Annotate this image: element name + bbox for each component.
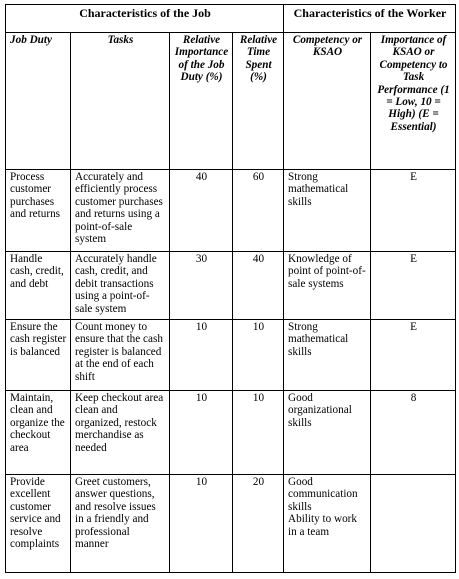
tasks-cell: Accurately and efficiently process customer purchases and returns using a point-of-sale system	[71, 170, 170, 252]
rating-cell	[371, 475, 456, 573]
job-duty-cell: Handle cash, credit, and debt	[6, 252, 71, 320]
time-cell: 40	[233, 252, 284, 320]
relative-time-header: Relative Time Spent (%)	[233, 33, 284, 170]
job-characteristics-header: Characteristics of the Job	[6, 5, 284, 33]
job-duty-cell: Ensure the cash register is balanced	[6, 320, 71, 391]
competency-text: Ability to work in a team	[288, 513, 358, 538]
job-analysis-table	[5, 4, 456, 573]
table-row	[6, 391, 456, 475]
worker-characteristics-header: Characteristics of the Worker	[284, 5, 456, 33]
table-row	[6, 320, 456, 391]
competency-text: Good organizational skills	[288, 392, 352, 429]
rating-cell: E	[371, 320, 456, 391]
tasks-cell: Count money to ensure that the cash register is balanced at the end of each shift	[71, 320, 170, 391]
group-header-row	[6, 5, 456, 33]
competency-text: Good communication skills	[288, 476, 358, 513]
tasks-cell: Accurately handle cash, credit, and debit transactions using a point-of-sale system	[71, 252, 170, 320]
table-row	[6, 252, 456, 320]
rating-cell: E	[371, 170, 456, 252]
tasks-header: Tasks	[71, 33, 170, 170]
competency-cell	[284, 391, 371, 475]
time-cell: 10	[233, 391, 284, 475]
tasks-cell: Keep checkout area clean and organized, restock merchandise as needed	[71, 391, 170, 475]
importance-cell: 10	[170, 391, 233, 475]
competency-cell	[284, 170, 371, 252]
job-duty-header: Job Duty	[6, 33, 71, 170]
job-duty-cell: Provide excellent customer service and resolve complaints	[6, 475, 71, 573]
job-duty-cell: Maintain, clean and organize the checkout area	[6, 391, 71, 475]
competency-text: Strong mathematical skills	[288, 321, 349, 358]
table-row	[6, 475, 456, 573]
relative-importance-header: Relative Importance of the Job Duty (%)	[170, 33, 233, 170]
tasks-cell: Greet customers, answer questions, and resolve issues in a friendly and professional manner	[71, 475, 170, 573]
job-duty-cell: Process customer purchases and returns	[6, 170, 71, 252]
time-cell: 60	[233, 170, 284, 252]
importance-cell: 30	[170, 252, 233, 320]
importance-cell: 40	[170, 170, 233, 252]
competency-text: Strong mathematical skills	[288, 171, 349, 208]
competency-cell	[284, 320, 371, 391]
time-cell: 20	[233, 475, 284, 573]
competency-text: Knowledge of point of point-of-sale systems	[288, 253, 366, 290]
importance-cell: 10	[170, 475, 233, 573]
ksao-importance-header: Importance of KSAO or Competency to Task Performance (1 = Low, 10 = High) (E = Essential)	[371, 33, 456, 170]
rating-cell: 8	[371, 391, 456, 475]
table-row	[6, 170, 456, 252]
competency-cell	[284, 252, 371, 320]
column-header-row	[6, 33, 456, 170]
rating-cell: E	[371, 252, 456, 320]
importance-cell: 10	[170, 320, 233, 391]
competency-cell	[284, 475, 371, 573]
competency-header: Competency or KSAO	[284, 33, 371, 170]
time-cell: 10	[233, 320, 284, 391]
